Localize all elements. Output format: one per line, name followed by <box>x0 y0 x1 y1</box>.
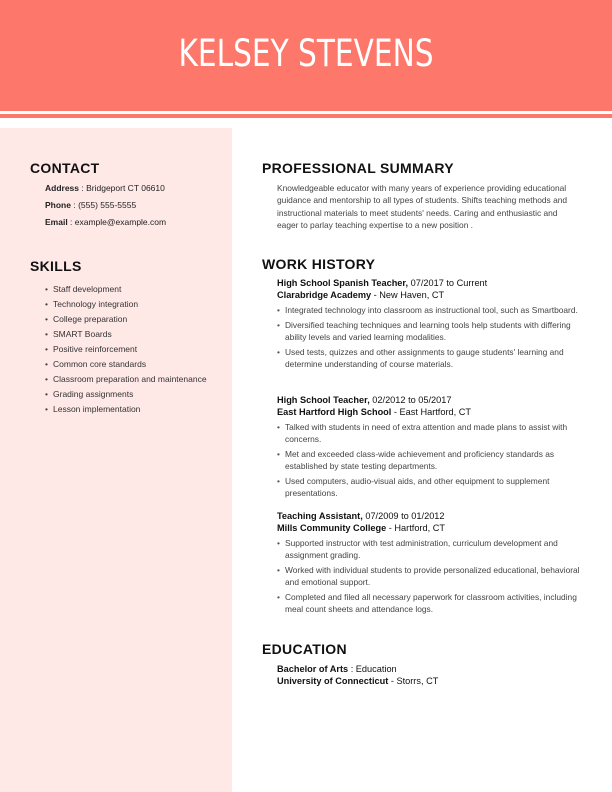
job-company: Mills Community College <box>277 523 387 533</box>
job-title: High School Spanish Teacher, <box>277 278 409 288</box>
skill-item: • Positive reinforcement <box>45 343 215 355</box>
job-title-line <box>277 394 582 406</box>
address-label: Address <box>45 183 80 193</box>
job-bullets <box>277 421 582 499</box>
skill-item: • SMART Boards <box>45 328 215 340</box>
job-bullets <box>277 537 582 615</box>
job-title-line <box>277 277 582 289</box>
job-company-line <box>277 289 582 301</box>
degree: Bachelor of Arts <box>277 664 349 674</box>
job-company-line <box>277 522 582 534</box>
job-bullet: • Worked with individual students to provide personalized educational, behavioral and emotional support. <box>277 564 582 588</box>
job-bullet: • Integrated technology into classroom as instructional tool, such as Smartboard. <box>277 304 582 316</box>
job-company: East Hartford High School <box>277 407 392 417</box>
job-company-line <box>277 406 582 418</box>
header-banner <box>0 0 612 111</box>
skills-list <box>45 283 215 418</box>
phone-value: : (555) 555-5555 <box>70 200 137 210</box>
job-location: - New Haven, CT <box>371 290 445 300</box>
job-bullet: • Diversified teaching techniques and learning tools help students with differing ability levels and varied learning modalities. <box>277 319 582 343</box>
email-value: : example@example.com <box>67 217 167 227</box>
job-entry-2 <box>277 394 582 502</box>
skill-item: • Classroom preparation and maintenance <box>45 373 215 385</box>
education-school-line <box>277 675 577 688</box>
job-dates: 02/2012 to 05/2017 <box>369 395 452 405</box>
job-location: - East Hartford, CT <box>391 407 471 417</box>
work-history-heading: WORK HISTORY <box>262 256 376 272</box>
skill-item: • Common core standards <box>45 358 215 370</box>
education-heading: EDUCATION <box>262 641 347 657</box>
contact-phone <box>45 199 136 211</box>
skill-item: • Grading assignments <box>45 388 215 400</box>
skills-heading: SKILLS <box>30 258 82 274</box>
job-title: High School Teacher, <box>277 395 370 405</box>
job-bullet: • Used computers, audio-visual aids, and other equipment to supplement presentations. <box>277 475 582 499</box>
education-degree-line <box>277 663 577 676</box>
job-entry-1 <box>277 277 582 373</box>
job-entry-3 <box>277 510 582 618</box>
contact-heading: CONTACT <box>30 160 100 176</box>
job-bullet: • Supported instructor with test administration, curriculum development and assignment grading. <box>277 537 582 561</box>
school-location: - Storrs, CT <box>388 676 439 686</box>
skill-item: • Lesson implementation <box>45 403 215 415</box>
job-title: Teaching Assistant, <box>277 511 363 521</box>
contact-address <box>45 182 165 194</box>
school: University of Connecticut <box>277 676 389 686</box>
job-location: - Hartford, CT <box>386 523 445 533</box>
job-dates: 07/2017 to Current <box>408 278 488 288</box>
job-title-line <box>277 510 582 522</box>
job-bullet: • Completed and filed all necessary paperwork for classroom activities, including meal count sheets and attendance logs. <box>277 591 582 615</box>
job-bullet: • Met and exceeded class-wide achievement and proficiency standards as established by state testing departments. <box>277 448 582 472</box>
job-company: Clarabridge Academy <box>277 290 372 300</box>
contact-email <box>45 216 166 228</box>
address-value: : Bridgeport CT 06610 <box>79 183 165 193</box>
degree-field: : Education <box>348 664 397 674</box>
job-dates: 07/2009 to 01/2012 <box>362 511 445 521</box>
skill-item: • Technology integration <box>45 298 215 310</box>
candidate-name: KELSEY STEVENS <box>178 32 434 75</box>
job-bullet: • Used tests, quizzes and other assignments to gauge students' learning and determine understanding of course materials. <box>277 346 582 370</box>
job-bullets <box>277 304 582 370</box>
summary-text: Knowledgeable educator with many years of experience providing educational guidance and mentorship to all types of students. Shifts teaching methods and instructional materials to meet students' needs. Caring and enthusiastic and eager to parlay teaching expertise to a new position . <box>277 183 568 230</box>
job-bullet: • Talked with students in need of extra attention and made plans to assist with concerns. <box>277 421 582 445</box>
phone-label: Phone <box>45 200 71 210</box>
skill-item: • College preparation <box>45 313 215 325</box>
email-label: Email <box>45 217 68 227</box>
summary-heading: PROFESSIONAL SUMMARY <box>262 160 454 176</box>
header-divider <box>0 114 612 118</box>
skill-item: • Staff development <box>45 283 215 295</box>
